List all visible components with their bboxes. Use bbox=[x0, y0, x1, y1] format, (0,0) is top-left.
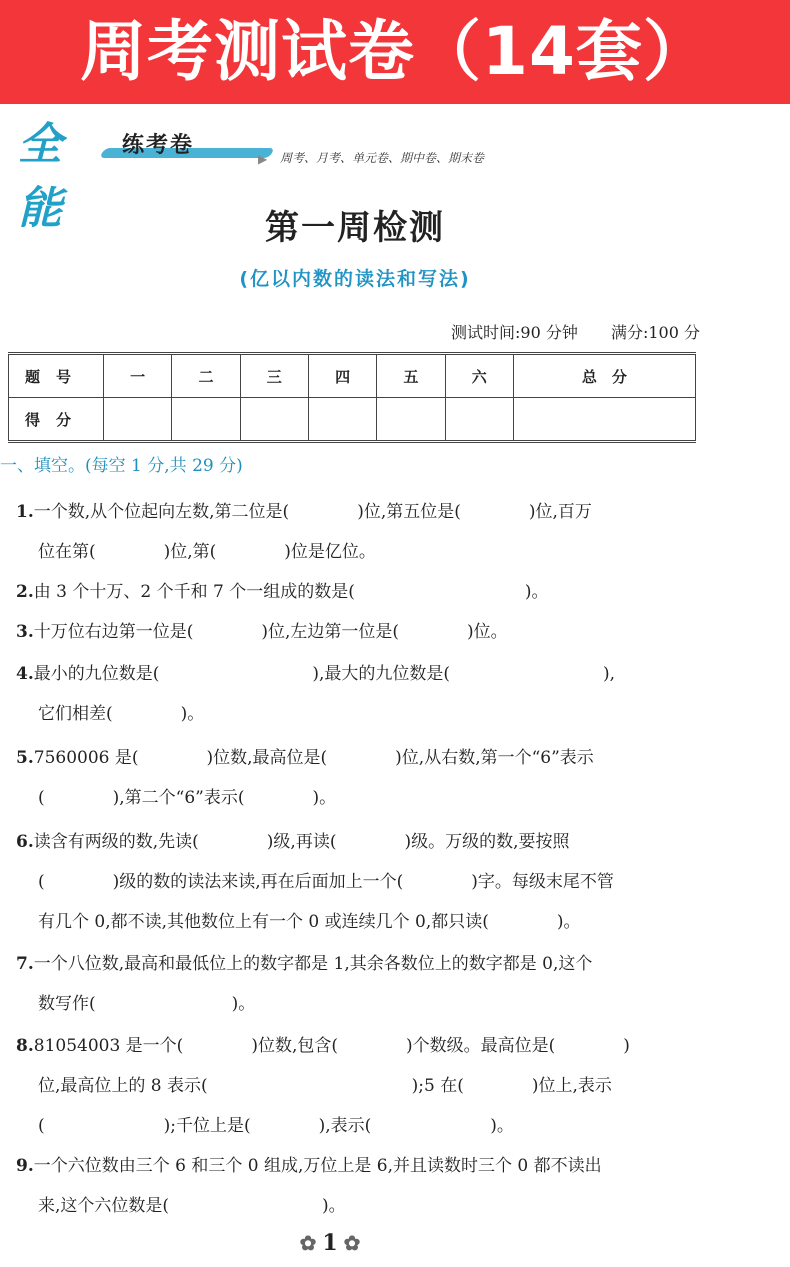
question-line bbox=[16, 1146, 706, 1186]
question-text: 由 3 个十万、2 个千和 7 个一组成的数是( )。 bbox=[33, 582, 549, 602]
page-title: 第一周检测 bbox=[265, 208, 445, 248]
section-heading-note: (每空 1 分,共 29 分) bbox=[85, 456, 243, 476]
question-line: 数写作( )。 bbox=[38, 994, 256, 1014]
question-line: 它们相差( )。 bbox=[38, 704, 205, 724]
score-cell bbox=[445, 398, 513, 442]
score-table-label-question: 题号 bbox=[9, 354, 104, 398]
section-heading bbox=[0, 451, 243, 476]
score-col-2: 二 bbox=[172, 354, 240, 398]
series-tagline: 周考、月考、单元卷、期中卷、期末卷 bbox=[280, 151, 485, 165]
question-text: 一个六位数由三个 6 和三个 0 组成,万位上是 6,并且读数时三个 0 都不读出 bbox=[33, 1156, 602, 1176]
question-number: 5. bbox=[16, 748, 34, 768]
question-text: 十万位右边第一位是( )位,左边第一位是( )位。 bbox=[33, 622, 508, 642]
section-heading-text: 一、填空。 bbox=[0, 456, 85, 476]
question-line bbox=[16, 612, 706, 652]
question-1 bbox=[16, 492, 706, 572]
score-table-label-score: 得分 bbox=[9, 398, 104, 442]
question-number: 2. bbox=[16, 582, 34, 602]
question-text: 最小的九位数是( ),最大的九位数是( ), bbox=[33, 664, 616, 684]
question-number: 3. bbox=[16, 622, 34, 642]
score-col-1: 一 bbox=[104, 354, 172, 398]
question-line bbox=[16, 944, 706, 984]
question-7 bbox=[16, 944, 706, 1024]
question-text: 81054003 是一个( )位数,包含( )个数级。最高位是( ) bbox=[33, 1036, 630, 1056]
score-cell bbox=[104, 398, 172, 442]
question-line: 有几个 0,都不读,其他数位上有一个 0 或连续几个 0,都只读( )。 bbox=[38, 912, 581, 932]
page-number: 1 bbox=[322, 1230, 338, 1256]
question-line: ( )级的数的读法来读,再在后面加上一个( )字。每级末尾不管 bbox=[38, 872, 614, 892]
page-subtitle: (亿以内数的读法和写法) bbox=[239, 268, 471, 290]
page-footer bbox=[0, 1230, 660, 1256]
exam-info bbox=[423, 320, 700, 343]
flower-icon: ✿ bbox=[343, 1231, 361, 1255]
question-line: 位在第( )位,第( )位是亿位。 bbox=[38, 542, 376, 562]
question-number: 4. bbox=[16, 664, 34, 684]
question-text: 7560006 是( )位数,最高位是( )位,从右数,第一个“6”表示 bbox=[33, 748, 594, 768]
exam-time: 测试时间:90 分钟 bbox=[451, 323, 578, 342]
banner-title: 周考测试卷（14套） bbox=[80, 13, 710, 90]
score-col-5: 五 bbox=[377, 354, 445, 398]
score-col-total: 总 分 bbox=[513, 354, 695, 398]
question-2 bbox=[16, 572, 706, 612]
score-table-header-row bbox=[9, 354, 696, 398]
score-cell bbox=[513, 398, 695, 442]
header-banner bbox=[0, 0, 790, 104]
question-text: 一个数,从个位起向左数,第二位是( )位,第五位是( )位,百万 bbox=[33, 502, 592, 522]
question-line bbox=[16, 572, 706, 612]
score-col-4: 四 bbox=[308, 354, 376, 398]
question-number: 6. bbox=[16, 832, 34, 852]
question-line bbox=[16, 738, 706, 778]
question-number: 8. bbox=[16, 1036, 34, 1056]
logo-text: 全能 bbox=[18, 119, 60, 234]
score-cell bbox=[308, 398, 376, 442]
question-3 bbox=[16, 612, 706, 652]
question-line: 来,这个六位数是( )。 bbox=[38, 1196, 346, 1216]
question-number: 9. bbox=[16, 1156, 34, 1176]
question-text: 读含有两级的数,先读( )级,再读( )级。万级的数,要按照 bbox=[33, 832, 570, 852]
question-4 bbox=[16, 654, 706, 734]
logo-subtext: 练考卷 bbox=[122, 133, 195, 158]
question-line bbox=[16, 492, 706, 532]
question-number: 7. bbox=[16, 954, 34, 974]
score-table bbox=[8, 352, 696, 443]
arrow-icon: ▶ bbox=[258, 152, 268, 166]
question-text: 一个八位数,最高和最低位上的数字都是 1,其余各数位上的数字都是 0,这个 bbox=[33, 954, 593, 974]
question-line bbox=[16, 822, 706, 862]
score-cell bbox=[172, 398, 240, 442]
score-cell bbox=[240, 398, 308, 442]
question-line: ( ),第二个“6”表示( )。 bbox=[38, 788, 337, 808]
question-9 bbox=[16, 1146, 706, 1226]
score-col-6: 六 bbox=[445, 354, 513, 398]
flower-icon: ✿ bbox=[299, 1231, 317, 1255]
score-cell bbox=[377, 398, 445, 442]
question-line: 位,最高位上的 8 表示( );5 在( )位上,表示 bbox=[38, 1076, 612, 1096]
question-5 bbox=[16, 738, 706, 818]
question-number: 1. bbox=[16, 502, 34, 522]
score-col-3: 三 bbox=[240, 354, 308, 398]
question-8 bbox=[16, 1026, 706, 1146]
exam-full-score: 满分:100 分 bbox=[610, 323, 700, 342]
question-line: ( );千位上是( ),表示( )。 bbox=[38, 1116, 514, 1136]
score-table-score-row bbox=[9, 398, 696, 442]
question-line bbox=[16, 654, 706, 694]
question-line bbox=[16, 1026, 706, 1066]
question-6 bbox=[16, 822, 706, 942]
